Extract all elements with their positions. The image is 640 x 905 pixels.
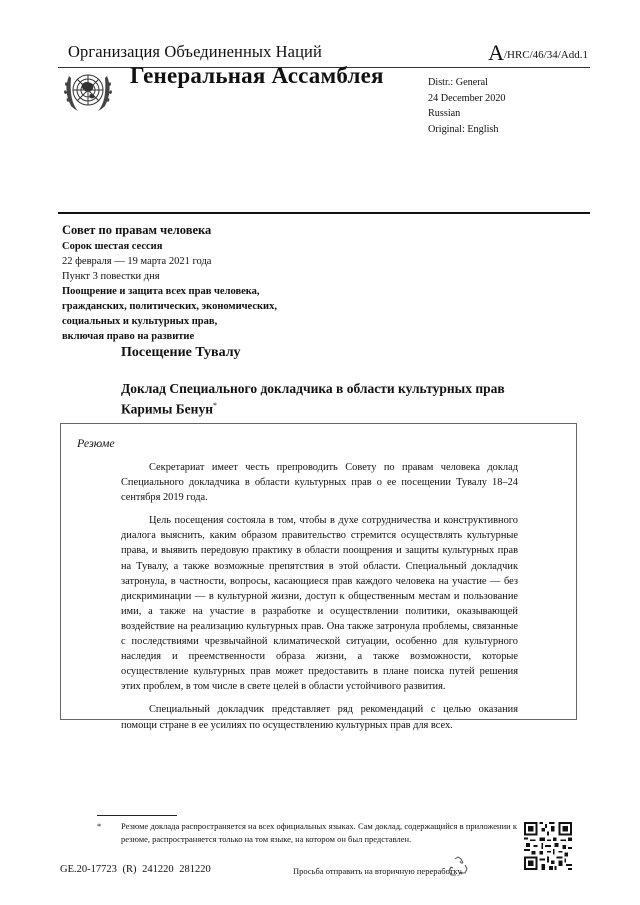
qr-code-icon[interactable] (524, 822, 572, 870)
council-name: Совет по правам человека (62, 223, 212, 237)
footnote-star: * (97, 821, 102, 831)
session-dates: 22 февраля — 19 марта 2021 года (62, 256, 212, 267)
recycle-text: Просьба отправить на вторичную переработку (293, 866, 462, 876)
summary-label: Резюме (77, 436, 115, 450)
body-name: Генеральная Ассамблея (130, 63, 384, 88)
organization-name: Организация Объединенных Наций (68, 42, 322, 61)
distribution-block (428, 75, 506, 137)
symbol-rest: /HRC/46/34/Add.1 (503, 49, 588, 61)
agenda-title-line: Поощрение и защита всех прав человека, (62, 286, 260, 297)
distr-date: 24 December 2020 (428, 92, 506, 104)
agenda-item: Пункт 3 повестки дня (62, 271, 160, 282)
symbol-prefix: A (488, 40, 504, 65)
distr-original: Original: English (428, 123, 499, 135)
footnote (97, 820, 517, 846)
document-title: Посещение Тувалу (121, 345, 241, 360)
summary-text (121, 460, 518, 741)
footnote-rule (97, 815, 177, 816)
distr-language: Russian (428, 108, 461, 119)
un-emblem-icon (60, 68, 116, 116)
agenda-title-line: гражданских, политических, экономических, (62, 301, 277, 312)
report-title-line2 (121, 398, 505, 418)
agenda-title-line: социальных и культурных прав, (62, 316, 218, 327)
footnote-text: Резюме доклада распространяется на всех официальных языках. Сам доклад, содержащийся в приложении к резюме, распространяется только на том языке, на котором он был представлен. (121, 821, 517, 844)
session-name: Сорок шестая сессия (62, 241, 163, 252)
agenda-title-line: включая право на развитие (62, 331, 195, 342)
summary-paragraph: Цель посещения состояла в том, чтобы в духе сотрудничества и конструктивного диалога выяснить, каким образом правительство стремится осуществлять культурные права, и выявить передовую практику в области поощрения и защиты культурных прав на Тувалу, а также возможные препятствия в этой области. Специальный докладчик затронула, в частности, вопросы, касающиеся прав каждого человека на участие — без дискриминации — в культурной жизни, доступ к общественным местам и пользование ими, а также на участие в разработке и осуществлении политики, оказывающей воздействие на реализацию культурных прав. Она также затронула проблемы, связанные с последствиями чрезвычайной климатической ситуации, особенно для культурного наследия и преемственности образа жизни, а также возможности, которые осуществление культурных прав может предоставить в плане поиска путей решения этих проблем, в том числе в свете целей в области устойчивого развития. (121, 515, 518, 693)
section-rule (58, 212, 590, 214)
report-title-line1: Доклад Специального докладчика в области культурных прав (121, 381, 505, 396)
job-number: GE.20-17723 (R) 241220 281220 (60, 864, 211, 875)
recycle-icon (446, 855, 470, 879)
summary-paragraph: Специальный докладчик представляет ряд рекомендаций с целью оказания помощи стране в ее усилиях по осуществлению культурных прав для всех. (121, 704, 518, 731)
rapporteur-name: Каримы Бенун (121, 401, 213, 416)
document-symbol (488, 42, 588, 64)
report-title (121, 381, 505, 418)
session-block (62, 222, 277, 344)
footnote-marker[interactable]: * (212, 400, 217, 410)
distr-status: Distr.: General (428, 77, 488, 88)
summary-paragraph: Секретариат имеет честь препроводить Совету по правам человека доклад Специального докладчика в области культурных прав о ее посещении Тувалу 18–24 сентября 2019 года. (121, 462, 518, 504)
